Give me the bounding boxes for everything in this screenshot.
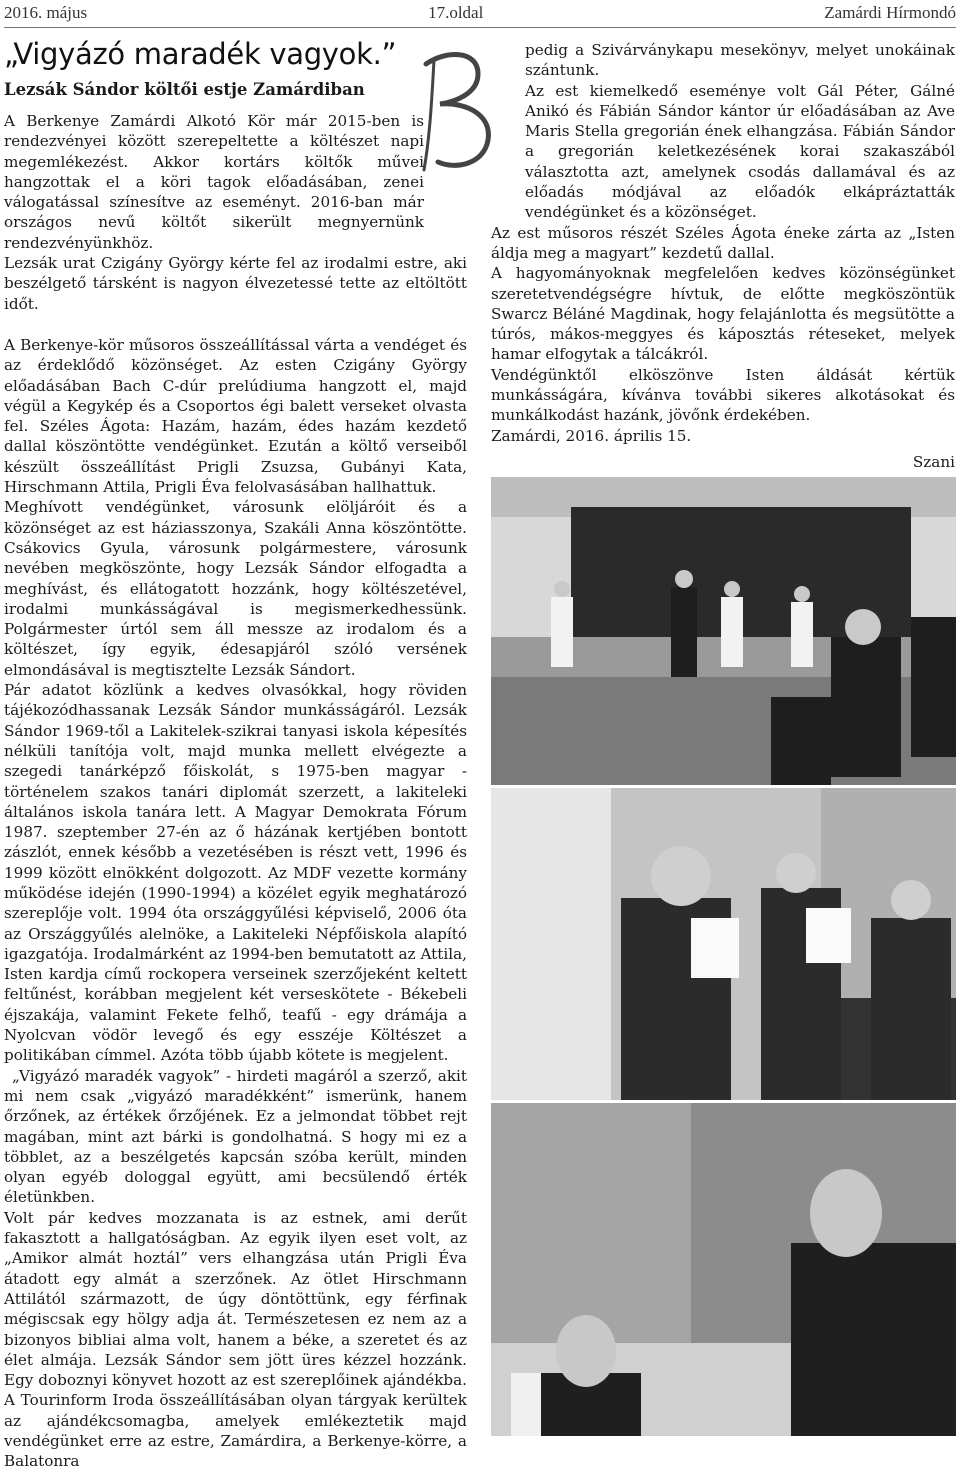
body-paragraph: Meghívott vendégünket, városunk elöljáróit és a közönséget az est háziasszonya, Szakáli Anna köszöntötte. Csákovics Gyula, városunk polgármestere, városunk nevében megköszönte, hogy Lezsák Sándor elfogadta a meghívást, és ellátogatott hozzánk, hogy költészetével, irodalmi munkásságával is megismerkedhessünk. Polgármester úrtól sem áll messze az irodalom és a költészet, így egyik, édesapjáról szóló versének elmondásával is megtisztelte Lezsák Sándort. [4, 498, 467, 679]
header-divider [4, 27, 956, 28]
dateline: Zamárdi, 2016. április 15. [491, 426, 692, 445]
body-paragraph: A Berkenye-kör műsoros összeállítással várta a vendéget és az érdeklődő közönséget. Az esten Czigány György előadásában Bach C-dúr prelúdiuma hangzott el, majd végül a Kegykép és a Csoportos égi balett verseket olvasta fel. Széles Ágota: Hazám, hazám, édes hazám kezdető dallal köszöntötte vendégünket. Ezután a költő verseiből készült összeállítást Prigli Zsuzsa, Gubányi Kata, Hirschmann Attila, Prigli Éva felolvasásában hallhattuk. [4, 335, 467, 497]
body-paragraph: Az est műsoros részét Széles Ágota éneke zárta az „Isten áldja meg a magyart” kezdetű dallal. [491, 223, 955, 262]
photo-performers-on-stage [491, 477, 956, 785]
photo-readers-with-papers [491, 788, 956, 1100]
intro-paragraph-2: Lezsák urat Czigány György kérte fel az irodalmi estre, aki beszélgető társként is nagyon élvezetessé tette az eltöltött időt. [4, 254, 467, 313]
body-paragraph: Vendégünktől elköszönve Isten áldását kértük munkásságára, kívánva további sikeres alkotásokat és munkálkodást hazánk, jövőnk érdekében. [491, 365, 955, 425]
page-header [4, 0, 956, 26]
right-column [491, 40, 955, 472]
body-paragraph: „Vigyázó maradék vagyok” - hirdeti magáról a szerző, akit mi nem csak „vigyázó maradékként” ismerünk, hanem őrzőnek, az értékek őrzőjének. Ez a jelmondat többet rejt magában, mint azt bárki is gondolhatná. S hogy mi ez a többlet, az a beszélgetés kapcsán szóba került, minden olyan egyéb dologgal együtt, ami becsülendő érték életünkben. [4, 1066, 467, 1207]
intro-paragraph: A Berkenye Zamárdi Alkotó Kör már 2015-ben is rendezvényei között szerepeltette a költészet napi megemlékezést. Akkor kortárs költők művei hangzottak el a köri tagok előadásában, zenei válogatással színesítve az eseményt. 2016-ban már országos nevű költőt sikerült megnyernünk rendezvényünkhöz. [4, 112, 424, 252]
issue-date: 2016. május [4, 3, 88, 22]
article-subtitle: Lezsák Sándor költői estje Zamárdiban [4, 80, 365, 99]
body-paragraph: A hagyományoknak megfelelően kedves közönségünket szeretetvendégségre hívtuk, de előtte megköszöntük Swarcz Béláné Magdinak, hogy felajánlotta és megsütötte a túrós, mákos-meggyes és káposztás réteseket, melyek hamar elfogytak a tálcákról. [491, 264, 955, 364]
publication-name: Zamárdi Hírmondó [824, 3, 956, 22]
signature: Szani [912, 452, 955, 471]
article-title: „Vigyázó maradék vagyok.” [4, 37, 397, 71]
body-paragraph: pedig a Szivárványkapu mesekönyv, melyet unokáinak szántunk. [525, 41, 955, 80]
page-number: 17.oldal [428, 3, 484, 22]
left-column [4, 36, 467, 1472]
body-paragraph: Volt pár kedves mozzanata is az estnek, ami derűt fakasztott a hallgatóságban. Az egyik ilyen eset volt, az „Amikor almát hoztál” vers elhangzása után Prigli Éva átadott egy almát a szerzőnek. Az ötlet Hirschmann Attilától származott, de úgy döntöttünk, egy férfinak mégiscsak egy hölgy adja át. Természetesen ez nem az a bizonyos bibliai alma volt, hanem a béke, a szeretet és az élet almája. Lezsák Sándor sem jött üres kézzel hozzánk. Egy doboznyi könyvet hozott az est szereplőinek ajándékba. A Tourinform Iroda összeállításában olyan tárgyak kerültek az ajándékcsomagba, amelyek emlékeztetik majd vendégünket erre az estre, Zamárdira, a Berkenye-körre, a Balatonra [4, 1208, 467, 1471]
body-paragraph: Pár adatot közlünk a kedves olvasókkal, hogy röviden tájékozódhassanak Lezsák Sándor munkásságáról. Lezsák Sándor 1969-től a Lakitelek-szikrai tanyasi iskola képesítés nélküli tanítója volt, majd munka mellett elvégezte a szegedi tanárképző főiskolát, s 1975-ben magyar - történelem szakos tanári diplomát szerzett, a lakiteleki általános iskola tanára lett. A Magyar Demokrata Fórum 1987. szeptember 27-én az ő házának kertjében bontott zászlót, ennek később a vezetésében is részt vett, 1996 és 1999 között elnökként dolgozott. Az MDF vezette kormány működése idején (1990-1994) a közélet egyik meghatározó szereplője volt. 1994 óta országgyűlési képviselő, 2006 óta az Országgyűlés alelnöke, a Lakiteleki Népfőiskola alapító igazgatója. Irodalmárként az 1994-ben bemutatott az Attila, Isten kardja című rockopera verseinek szerzőjeként keltett feltűnést, korábban megjelent két verseskötete - Békebeli éjszakája, valamint Fekete felhő, teafű - egy drámája a Nyolcvan vödör levegő és egy esszéje Költészet a politikában címmel. Azóta több újabb kötete is megjelent. [4, 681, 467, 1065]
body-paragraph: Az est kiemelkedő eseménye volt Gál Péter, Gálné Anikó és Fábián Sándor kántor úr előadásában az Ave Maris Stella gregorián ének elhangzása. Fábián Sándor a gregorián keletkezésének korai szakaszából választotta azt, amelynek csodás dallamával és az előadás módjával az előadók elkápráztatták vendégünket és a közönséget. [525, 81, 955, 222]
photo-poet-and-host [491, 1103, 956, 1436]
